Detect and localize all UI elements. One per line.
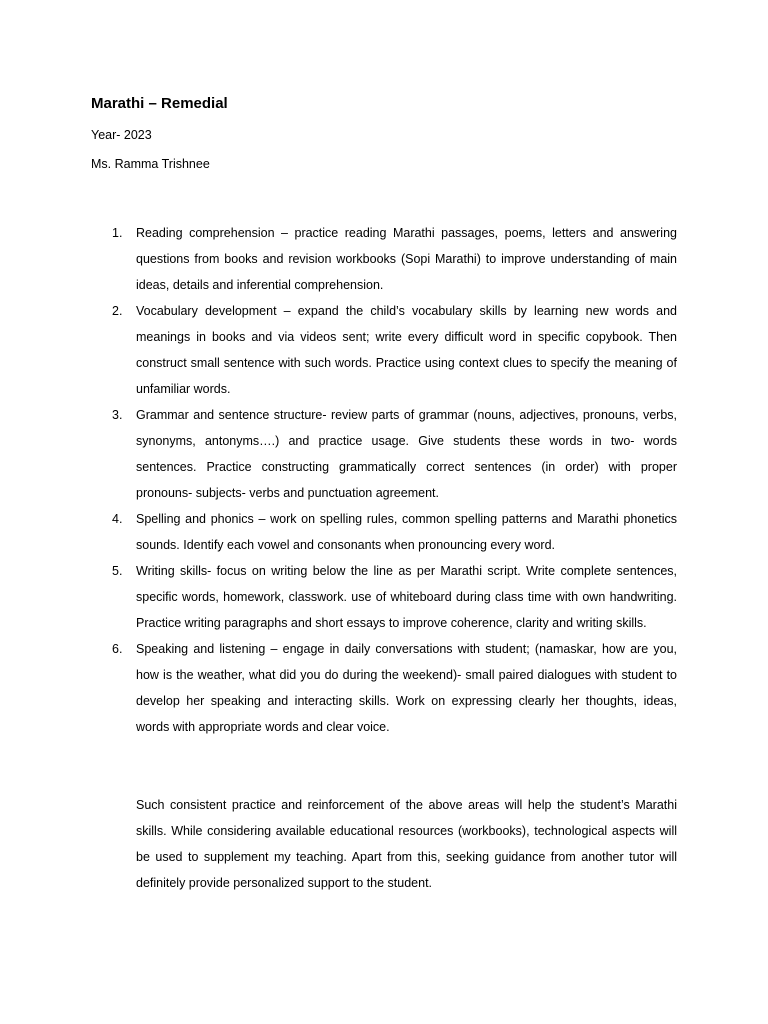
list-item-text: Reading comprehension – practice reading Marathi passages, poems, letters and answering questions from books and revision workbooks (Sopi Marathi) to improve understanding of main ideas, details and inferential comprehension.: [136, 226, 677, 292]
year-line: Year- 2023: [91, 128, 152, 142]
list-item-number: 1.: [112, 226, 123, 240]
list-item: [91, 298, 677, 402]
list-item-number: 4.: [112, 512, 123, 526]
list-item-text: Vocabulary development – expand the child’s vocabulary skills by learning new words and meanings in books and via videos sent; write every difficult word in specific copybook. Then construct small sentence with such words. Practice using context clues to specify the meaning of unfamiliar words.: [136, 304, 677, 396]
list-item: [91, 402, 677, 506]
list-item: [91, 636, 677, 740]
remedial-plan-list: [91, 220, 677, 740]
conclusion-paragraph: Such consistent practice and reinforcement of the above areas will help the student’s Marathi skills. While considering available educational resources (workbooks), technological aspects will be used to supplement my teaching. Apart from this, seeking guidance from another tutor will definitely provide personalized support to the student.: [136, 798, 677, 890]
list-item-text: Spelling and phonics – work on spelling rules, common spelling patterns and Marathi phonetics sounds. Identify each vowel and consonants when pronouncing every word.: [136, 512, 677, 552]
list-item: [91, 558, 677, 636]
teacher-name: Ms. Ramma Trishnee: [91, 157, 210, 171]
list-item-number: 2.: [112, 304, 123, 318]
list-item-number: 3.: [112, 408, 123, 422]
list-item-text: Writing skills- focus on writing below the line as per Marathi script. Write complete sentences, specific words, homework, classwork. use of whiteboard during class time with own handwriting. Practice writing paragraphs and short essays to improve coherence, clarity and writing skills.: [136, 564, 677, 630]
document-title: Marathi – Remedial: [91, 95, 228, 112]
list-item-text: Speaking and listening – engage in daily conversations with student; (namaskar, how are you, how is the weather, what did you do during the weekend)- small paired dialogues with student to develop her speaking and interacting skills. Work on expressing clearly her thoughts, ideas, words with appropriate words and clear voice.: [136, 642, 677, 734]
list-item: [91, 220, 677, 298]
list-item-text: Grammar and sentence structure- review parts of grammar (nouns, adjectives, pronouns, verbs, synonyms, antonyms….) and practice usage. Give students these words in two- words sentences. Practice constructing grammatically correct sentences (in order) with proper pronouns- subjects- verbs and punctuation agreement.: [136, 408, 677, 500]
list-item-number: 6.: [112, 642, 123, 656]
list-item: [91, 506, 677, 558]
list-item-number: 5.: [112, 564, 123, 578]
